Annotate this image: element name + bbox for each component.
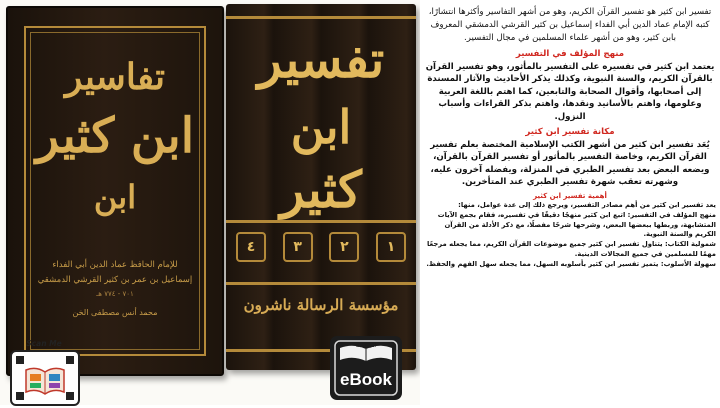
cover-title-line1: تفاسير	[64, 56, 166, 98]
point-style: سهولة الأسلوب: يتميز تفسير ابن كثير بأسلوبه السهل، مما يجعله سهل الفهم والحفظ.	[426, 259, 716, 268]
book-spines	[226, 4, 416, 370]
spine-title-line1: تفسير	[257, 30, 385, 89]
cover-title-line2: ابن كثير	[35, 108, 195, 164]
cover-author: للإمام الحافظ عماد الدين أبي الفداء إسماعيل بن عمر بن كثير القرشي الدمشقي	[37, 260, 193, 285]
book-cover	[6, 6, 224, 376]
spine-band-top	[226, 16, 416, 19]
cover-editor: محمد أنس مصطفى الخن	[72, 308, 158, 317]
spine-title-line3: كثير	[280, 160, 362, 219]
spine-band-mid	[226, 220, 416, 223]
ebook-icon	[326, 334, 406, 402]
ebook-label: eBook	[340, 370, 392, 389]
status-paragraph: يُعَد تفسير ابن كثير من أشهر الكتب الإسلامية المختصة بعلم تفسير القرآن الكريم، وخاصة التفسير بالمأثور أو تفسير القرآن بالقرآن، ويضعه البعض بعد تفسير الطبري في المنزلة، ويفضله آخرون عليه، وشهرته تعقب شهرة تفسير الطبري عند المتأخرين.	[430, 139, 710, 188]
ebook-badge[interactable]	[326, 334, 406, 402]
status-heading: مكانة تفسير ابن كثير	[525, 126, 615, 137]
spine-title-line2: ابن	[290, 100, 352, 154]
point-method: منهج المؤلف في التفسير: اتبع ابن كثير منهجًا دقيقًا في تفسيره، فقام بجمع الآيات المتشابهة، وربطها ببعضها البعض، وشرحها شرحًا مفصلًا، مع ذكر الأدلة من القرآن الكريم والسنة النبوية.	[437, 210, 716, 239]
importance-heading: أهمية تفسير ابن كثير	[533, 191, 607, 200]
volume-4: ٤	[236, 232, 266, 262]
importance-paragraph: يعد تفسير ابن كثير من أهم مصادر التفسير، ويرجع ذلك إلى عدة عوامل، منها:	[458, 200, 716, 209]
point-comprehensive: شمولية الكتاب: يتناول تفسير ابن كثير جميع موضوعات القرآن الكريم، مما يجعله مرجعًا مهمًا للمسلمين في جميع المجالات الدينية.	[426, 240, 716, 258]
volume-3: ٣	[283, 232, 313, 262]
spine-publisher: مؤسسة الرسالة ناشرون	[243, 296, 399, 314]
cover-title-line3: ابن	[93, 178, 137, 216]
scan-me-badge[interactable]	[10, 350, 80, 406]
intro-paragraph: تفسير ابن كثير هو تفسير القرآن الكريم، وهو من أشهر التفاسير وأكثرها انتشارًا، كتبه الإمام عماد الدين أبي الفداء إسماعيل بن كثير القرشي الدمشقي المعروف بابن كثير، وهو من أشهر علماء المسلمين في مجال التفسير.	[428, 7, 712, 44]
ebook-top-label: اقرأ كتابك	[355, 343, 377, 349]
method-heading: منهج المؤلف في التفسير	[515, 48, 625, 59]
cover-years: ٧٠١ - ٧٧٤ هـ	[96, 290, 134, 298]
description	[424, 6, 716, 270]
volume-2: ٢	[329, 232, 359, 262]
book-reader-icon	[12, 352, 78, 404]
method-paragraph: يعتمد ابن كثير في تفسيره على التفسير بالمأثور، وهو تفسير القرآن بالقرآن الكريم، والسنة النبوية، وكذلك يذكر الأحاديث والآثار المسندة إلى أصحابها، وأقوال الصحابة والتابعين، كما اهتم باللغة العربية وعلومها، واهتم بالأسانيد ونقدها، واهتم بذكر القراءات وأسباب النزول.	[425, 61, 715, 122]
spine-band-low	[226, 282, 416, 285]
scan-me-label: Scan Me	[26, 339, 62, 348]
volume-1: ١	[376, 232, 406, 262]
volume-numbers	[236, 232, 406, 262]
